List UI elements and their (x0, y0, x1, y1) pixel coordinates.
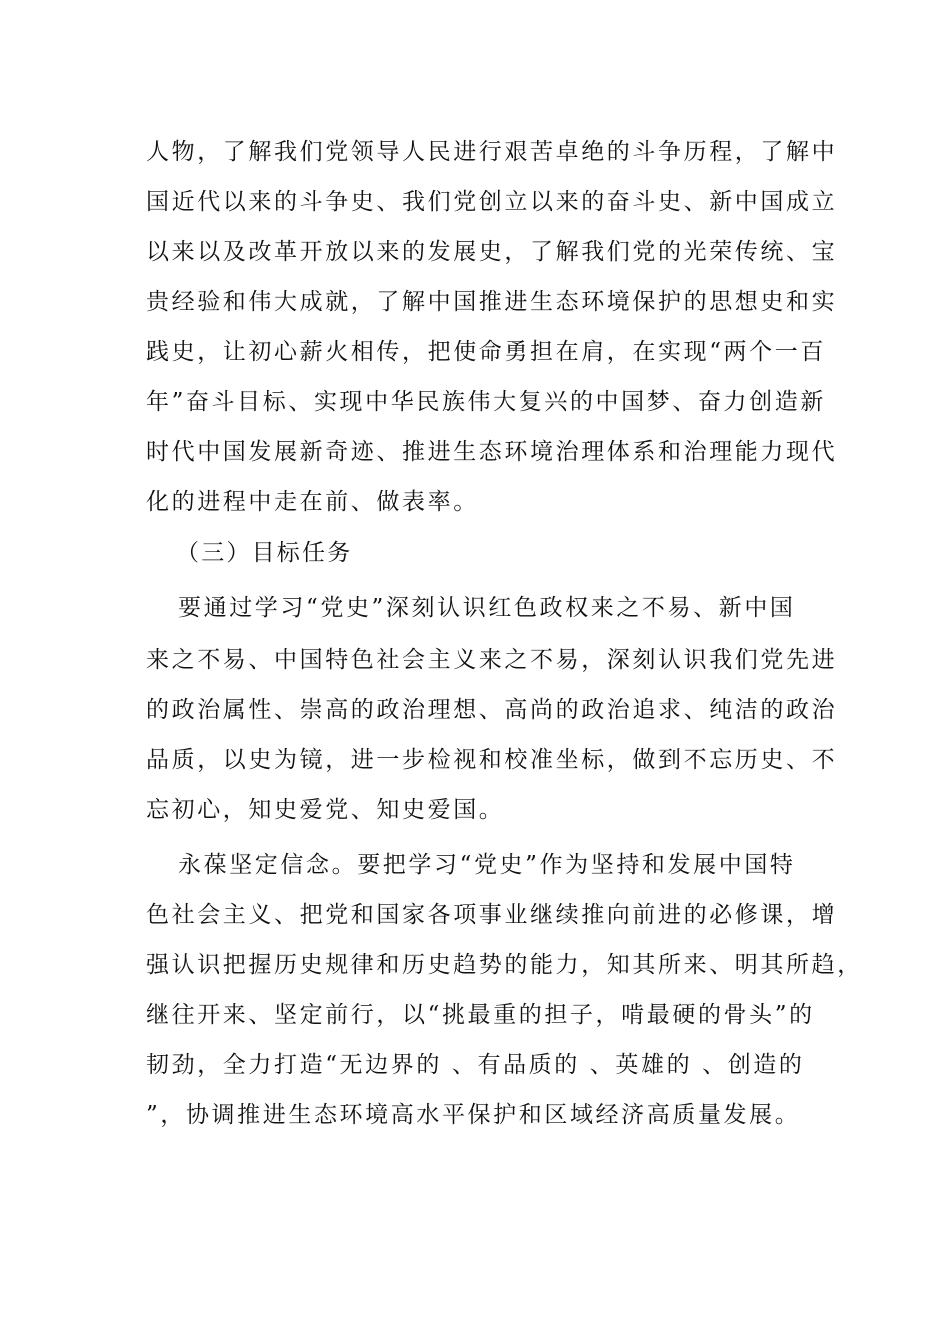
paragraph-line: 人物，了解我们党领导人民进行艰苦卓绝的斗争历程，了解中 (146, 139, 838, 165)
paragraph-line: 贵经验和伟大成就，了解中国推进生态环境保护的思想史和实 (146, 289, 838, 315)
paragraph-line: 化的进程中走在前、做表率。 (146, 489, 479, 515)
paragraph-line: 要通过学习“党史”深刻认识红色政权来之不易、新中国 (178, 595, 796, 621)
paragraph-line: 色社会主义、把党和国家各项事业继续推向前进的必修课，增 (146, 902, 838, 928)
paragraph-line: 践史，让初心薪火相传，把使命勇担在肩，在实现“两个一百 (146, 339, 826, 365)
paragraph-line: 强认识把握历史规律和历史趋势的能力，知其所来、明其所趋， (146, 952, 863, 978)
paragraph-line: 以来以及改革开放以来的发展史，了解我们党的光荣传统、宝 (146, 239, 838, 265)
paragraph-line: 时代中国发展新奇迹、推进生态环境治理体系和治理能力现代 (146, 439, 838, 465)
section-heading: （三）目标任务 (176, 540, 353, 566)
paragraph-line: ”，协调推进生态环境高水平保护和区域经济高质量发展。 (146, 1102, 801, 1128)
paragraph-line: 的政治属性、崇高的政治理想、高尚的政治追求、纯洁的政治 (146, 697, 838, 723)
paragraph-line: 国近代以来的斗争史、我们党创立以来的奋斗史、新中国成立 (146, 189, 838, 215)
paragraph-line: 来之不易、中国特色社会主义来之不易，深刻认识我们党先进 (146, 647, 838, 673)
paragraph-line: 忘初心，知史爱党、知史爱国。 (146, 797, 505, 823)
paragraph-line: 继往开来、坚定前行，以“挑最重的担子，啃最硬的骨头”的 (146, 1002, 815, 1028)
paragraph-line: 永葆坚定信念。要把学习“党史”作为坚持和发展中国特 (178, 852, 796, 878)
paragraph-line: 品质，以史为镜，进一步检视和校准坐标，做到不忘历史、不 (146, 747, 838, 773)
paragraph-line: 韧劲，全力打造“无边界的 、有品质的 、英雄的 、创造的 (146, 1052, 805, 1078)
paragraph-line: 年”奋斗目标、实现中华民族伟大复兴的中国梦、奋力创造新 (146, 389, 826, 415)
